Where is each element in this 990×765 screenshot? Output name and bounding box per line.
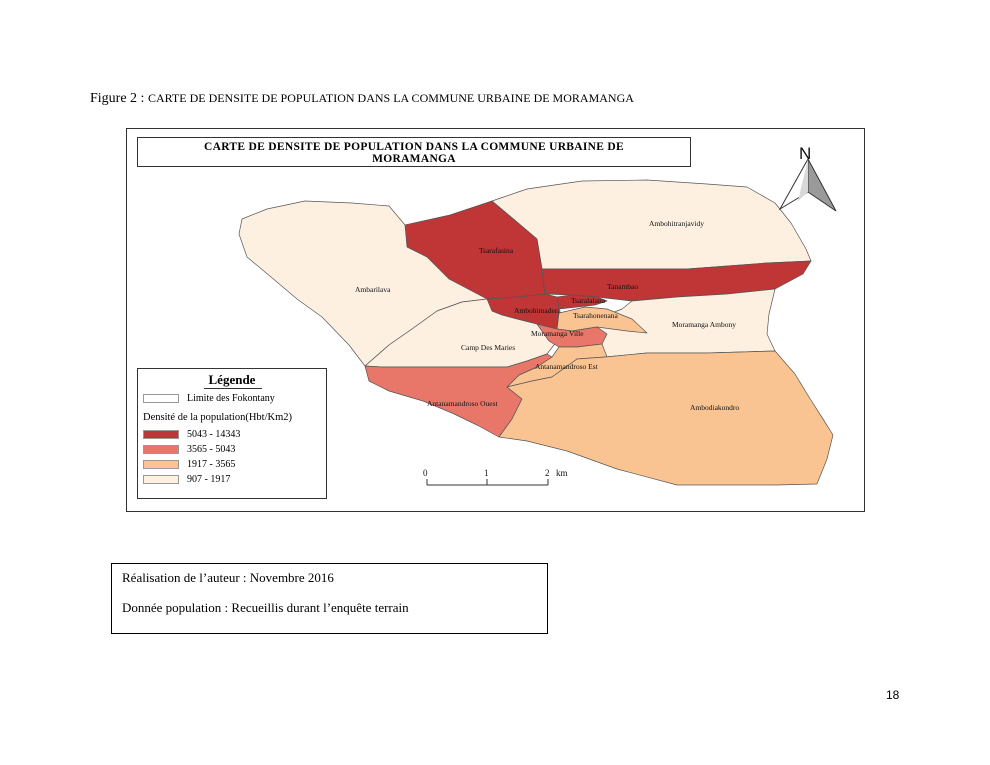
legend-class-label: 907 - 1917	[187, 474, 231, 485]
scale-bar	[427, 479, 548, 485]
legend-class-row	[143, 444, 235, 455]
label-ambohimadera: Ambohimadera	[514, 306, 561, 315]
legend-class-row	[143, 459, 235, 470]
source-author-line: Réalisation de l’auteur : Novembre 2016	[122, 570, 334, 585]
label-ambodiakondro: Ambodiakondro	[690, 403, 740, 412]
label-moramanga-ambony: Moramanga Ambony	[672, 320, 736, 329]
legend-class-label: 1917 - 3565	[187, 459, 236, 470]
label-tsarafasina: Tsarafasina	[479, 246, 514, 255]
label-tsarahonenana: Tsarahonenana	[573, 311, 618, 320]
legend-boundary-row	[143, 393, 275, 404]
map-title-line2: MORAMANGA	[372, 153, 456, 165]
label-antanamandroso-ouest: Antanamandroso Ouest	[427, 399, 498, 408]
label-tsaralalana: Tsaralalana	[571, 296, 606, 305]
legend-boundary-swatch	[143, 394, 179, 403]
figure-caption	[90, 91, 634, 107]
legend-boundary-label: Limite des Fokontany	[187, 393, 275, 404]
scale-label-2: 2	[545, 468, 550, 478]
map-frame	[126, 128, 865, 512]
north-label: N	[799, 144, 812, 163]
scale-label-0: 0	[423, 468, 428, 478]
legend-density-title: Densité de la population(Hbt/Km2)	[143, 412, 293, 423]
legend-swatch	[143, 430, 179, 439]
label-tanambao: Tanambao	[607, 282, 639, 291]
page-number: 18	[886, 688, 900, 702]
scale-label-unit: km	[556, 468, 568, 478]
scale-label-1: 1	[484, 468, 489, 478]
legend-swatch	[143, 475, 179, 484]
source-box	[111, 563, 548, 634]
figure-caption-prefix: Figure 2 :	[90, 91, 148, 106]
label-moramanga-ville: Moramanga Ville	[531, 329, 584, 338]
map-title-line1: CARTE DE DENSITE DE POPULATION DANS LA COMMUNE URBAINE DE	[204, 141, 624, 153]
legend-title: Légende	[208, 372, 256, 387]
legend-swatch	[143, 445, 179, 454]
legend-class-row	[143, 429, 240, 440]
north-arrow-icon	[780, 144, 836, 211]
map-legend	[137, 368, 327, 499]
label-ambarilava: Ambarilava	[355, 285, 391, 294]
figure-caption-text: CARTE DE DENSITE DE POPULATION DANS LA COMMUNE URBAINE DE MORAMANGA	[147, 91, 634, 105]
legend-swatch	[143, 460, 179, 469]
label-antanamandroso-est: Antanamandroso Est	[535, 362, 598, 371]
map-title	[137, 137, 691, 167]
legend-class-row	[143, 474, 230, 485]
legend-class-label: 3565 - 5043	[187, 444, 236, 455]
source-data-line: Donnée population : Recueillis durant l’enquête terrain	[122, 600, 409, 615]
label-camp-des-maries: Camp Des Maries	[461, 343, 516, 352]
label-ambohitranjavidy: Ambohitranjavidy	[649, 219, 704, 228]
legend-class-label: 5043 - 14343	[187, 429, 241, 440]
legend-title-underline	[204, 388, 262, 389]
